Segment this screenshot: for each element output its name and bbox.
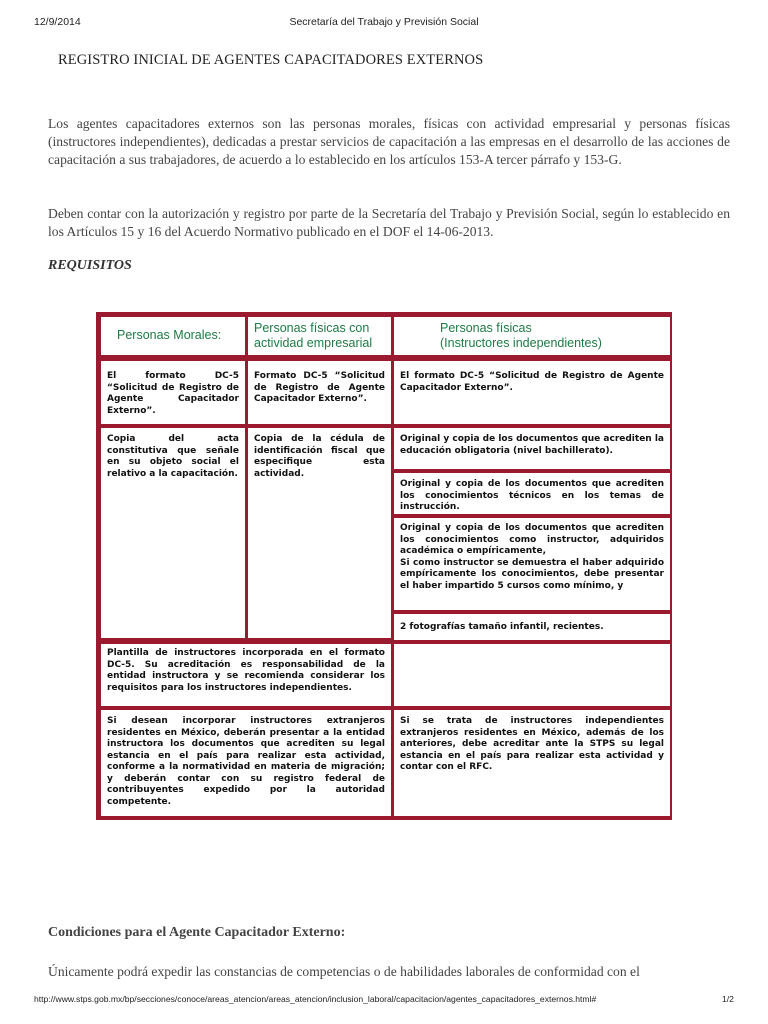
row2-empresarial: Copia de la cédula de identificación fiscal que especifique esta actividad. [248, 428, 391, 638]
requisitos-heading: REQUISITOS [48, 258, 132, 273]
row2-morales: Copia del acta constitutiva que señale en su objeto social el relativo a la capacitación. [101, 428, 245, 638]
row2-instructores-educacion: Original y copia de los documentos que acrediten la educación obligatoria (nivel bachillerato). [394, 428, 670, 469]
row4-instructores-extranjeros: Si se trata de instructores independientes extranjeros residentes en México, además de los anteriores, debe acreditar ante la STPS su legal estancia en el país para realizar esta actividad y contar con el RFC. [394, 710, 670, 816]
page-url[interactable]: http://www.stps.gob.mx/bp/secciones/conoce/areas_atencion/areas_atencion/inclusion_laboral/capacitacion/agentes_capacitadores_externos.html# [34, 994, 597, 1004]
row3-plantilla: Plantilla de instructores incorporada en el formato DC-5. Su acreditación es responsabilidad de la entidad instructora y se recomienda considerar los requisitos para los instructores independientes. [101, 644, 391, 706]
requirements-table [96, 312, 672, 820]
row1-morales: El formato DC-5 “Solicitud de Registro de Agente Capacitador Externo”. [101, 361, 245, 424]
row4-extranjeros: Si desean incorporar instructores extranjeros residentes en México, deberán presentar a la entidad instructora los documentos que acrediten su legal estancia en el país para realizar esta actividad, conforme a la normatividad en materia de migración; y deberán contar con su registro federal de contribuyentes expedido por la autoridad competente. [101, 710, 391, 816]
print-header [0, 16, 768, 32]
print-date: 12/9/2014 [34, 16, 81, 28]
row2-instructores-fotografias: 2 fotografías tamaño infantil, recientes. [394, 614, 670, 640]
row2-instructores-instructor: Original y copia de los documentos que acrediten los conocimientos como instructor, adquiridos académica o empíricamente, Si como instructor se demuestra el haber adquirido empíricamente los conocimientos, debe presentar el haber impartido 5 cursos como mínimo, y [394, 518, 670, 610]
row1-instructores: El formato DC-5 “Solicitud de Registro de Agente Capacitador Externo”. [394, 361, 670, 424]
page-number: 1/2 [722, 994, 734, 1004]
header-personas-morales: Personas Morales: [101, 317, 245, 355]
row1-empresarial: Formato DC-5 “Solicitud de Registro de Agente Capacitador Externo”. [248, 361, 391, 424]
conditions-heading: Condiciones para el Agente Capacitador Externo: [48, 925, 346, 940]
header-fisicas-empresarial: Personas físicas con actividad empresarial [248, 317, 391, 355]
authorization-paragraph: Deben contar con la autorización y registro por parte de la Secretaría del Trabajo y Previsión Social, según lo establecido en los Artículos 15 y 16 del Acuerdo Normativo publicado en el DOF el 14-06-2013. [48, 206, 730, 239]
row3-instructores-empty [394, 644, 670, 706]
site-title: Secretaría del Trabajo y Previsión Social [289, 16, 479, 28]
row2-instructores-tecnicos: Original y copia de los documentos que acrediten los conocimientos técnicos en los temas de instrucción. [394, 473, 670, 514]
intro-paragraph: Los agentes capacitadores externos son las personas morales, físicas con actividad empresarial y personas físicas (instructores independientes), dedicadas a prestar servicios de capacitación a las empresas en el desarrollo de las acciones de capacitación a sus trabajadores, de acuerdo a lo establecido en los artículos 153-A tercer párrafo y 153-G. [48, 116, 730, 167]
page-title: REGISTRO INICIAL DE AGENTES CAPACITADORES EXTERNOS [58, 52, 484, 68]
header-instructores: Personas físicas (Instructores independientes) [394, 317, 670, 355]
conditions-paragraph: Únicamente podrá expedir las constancias de competencias o de habilidades laborales de conformidad con el [48, 964, 640, 979]
